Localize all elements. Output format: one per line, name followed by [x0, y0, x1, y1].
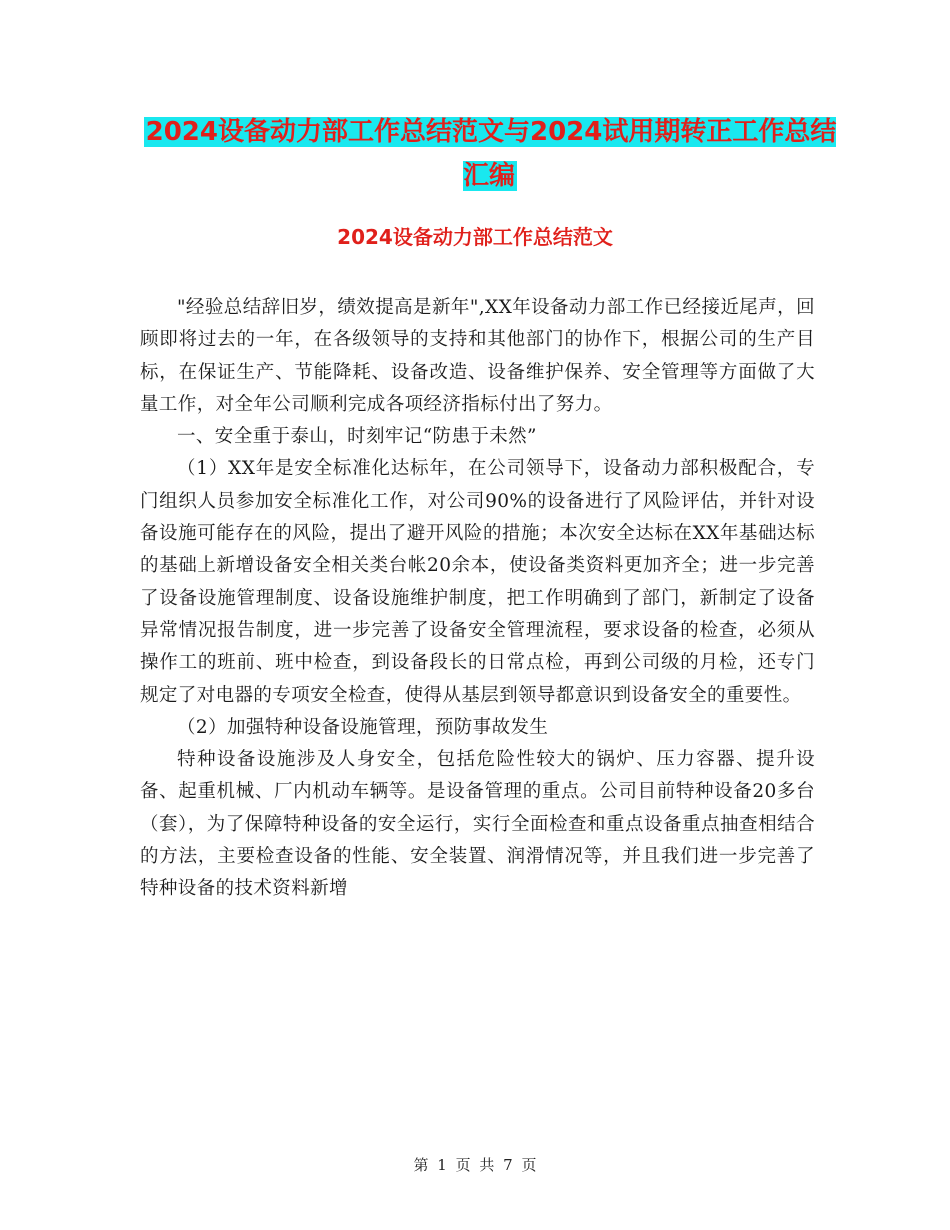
document-body	[140, 292, 815, 906]
paragraph-special-equipment: 特种设备设施涉及人身安全，包括危险性较大的锅炉、压力容器、提升设备、起重机械、厂内机动车辆等。是设备管理的重点。公司目前特种设备20多台（套），为了保障特种设备的安全运行，实行全面检查和重点设备重点抽查相结合的方法，主要检查设备的性能、安全装置、润滑情况等，并且我们进一步完善了特种设备的技术资料新增	[140, 749, 815, 900]
section-heading-safety: 一、安全重于泰山，时刻牢记“防患于未然”	[177, 426, 537, 448]
paragraph-safety-standard: （1）XX年是安全标准化达标年，在公司领导下，设备动力部积极配合，专门组织人员参加安全标准化工作，对公司90%的设备进行了风险评估，并针对设备设施可能存在的风险，提出了避开风险的措施；本次安全达标在XX年基础达标的基础上新增设备安全相关类台帐20余本，使设备类资料更加齐全；进一步完善了设备设施管理制度、设备设施维护制度，把工作明确到了部门，新制定了设备异常情况报告制度，进一步完善了设备安全管理流程，要求设备的检查，必须从操作工的班前、班中检查，到设备段长的日常点检，再到公司级的月检，还专门规定了对电器的专项安全检查，使得从基层到领导都意识到设备安全的重要性。	[140, 458, 815, 706]
section-title: 2024设备动力部工作总结范文	[337, 225, 613, 249]
document-title	[140, 110, 840, 198]
subheading-special-equipment: （2）加强特种设备设施管理，预防事故发生	[177, 716, 549, 738]
document-title-text: 2024设备动力部工作总结范文与2024试用期转正工作总结汇编	[145, 117, 837, 191]
page-number-footer: 第 1 页 共 7 页	[413, 1156, 537, 1174]
paragraph-intro: "经验总结辞旧岁，绩效提高是新年",XX年设备动力部工作已经接近尾声，回顾即将过去的一年，在各级领导的支持和其他部门的协作下，根据公司的生产目标，在保证生产、节能降耗、设备改造、设备维护保养、安全管理等方面做了大量工作，对全年公司顺利完成各项经济指标付出了努力。	[140, 297, 815, 415]
